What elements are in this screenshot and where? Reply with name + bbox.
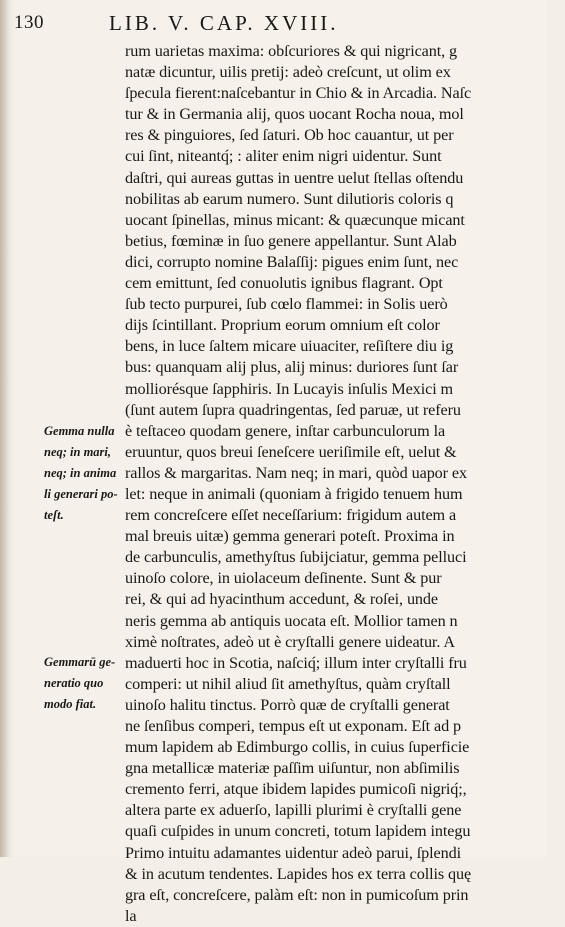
body-line: res & pinguiores, ſed ſaturi. Ob hoc cauantur, ut per xyxy=(125,126,454,145)
body-line: quaſi cuſpides in unum concreti, totum lapidem integu xyxy=(125,822,471,841)
body-line: eruuntur, quos breui ſeneſcere ueriſimile eſt, uelut & xyxy=(125,442,457,461)
margin-note-gemmarum-generatio xyxy=(44,652,126,715)
body-line: comperi: ut nihil aliud ſit amethyſtus, quàm cryſtall xyxy=(125,674,451,693)
body-line: rum uarietas maxima: obſcuriores & qui nigricant, g xyxy=(125,42,458,60)
body-line: de carbunculis, amethyſtus ſubijciatur, gemma pelluci xyxy=(125,548,467,567)
body-line: uinoſo colore, in uiolaceum deſinente. Sunt & pur xyxy=(125,569,442,588)
body-line: dijs ſcintillant. Proprium eorum omnium eſt color xyxy=(125,316,440,335)
body-line: bens, in luce ſaltem micare uiuaciter, reſiſtere diu ig xyxy=(125,337,454,356)
body-line: Primo intuitu adamantes uidentur adeò parui, ſplendi xyxy=(125,843,462,862)
gutter-shadow xyxy=(0,0,10,857)
margin-note-line: neq; in mari, xyxy=(44,445,112,460)
body-line: maduerti hoc in Scotia, naſciq́; illum inter cryſtalli fru xyxy=(125,653,467,672)
body-line: tur & in Germania alij, quos uocant Rocha noua, mol xyxy=(125,105,464,124)
body-line: rei, & qui ad hyacinthum accedunt, & roſei, unde xyxy=(125,590,439,609)
body-line: ximè noſtrates, adeò ut è cryſtalli genere uideatur. A xyxy=(125,632,455,651)
body-line: gra eſt, concreſcere, palàm eſt: non in pumicoſum prin xyxy=(125,885,469,904)
margin-note-line: neq; in anima xyxy=(44,466,117,481)
body-line: gna metallicæ materiæ paſſim uiſuntur, non abſimilis xyxy=(125,759,460,778)
body-line: uocant ſpinellas, minus micant: & quæcunque micant xyxy=(125,210,465,229)
margin-note-line: modo fiat. xyxy=(44,697,97,712)
running-head: LIB. V. CAP. XVIII. xyxy=(109,11,339,35)
body-line: rem concreſcere eſſet neceſſarium: frigidum autem a xyxy=(125,506,457,525)
body-line: nobilitas ab earum numero. Sunt dilutioris coloris q xyxy=(125,189,454,208)
body-line: la xyxy=(125,906,137,925)
margin-note-line: Gemma nulla xyxy=(44,424,115,438)
body-line: bus: quanquam alij plus, alij minus: duriores ſunt ſar xyxy=(125,358,459,377)
page-number: 130 xyxy=(14,12,44,33)
body-line: ſub tecto purpurei, ſub cœlo flammei: in Solis uerò xyxy=(125,295,448,314)
margin-note-line: neratio quo xyxy=(44,676,104,691)
margin-note-gemma-nulla xyxy=(44,421,126,526)
body-line: mal breuis uitæ) gemma generari poteſt. Proxima in xyxy=(125,527,455,546)
body-line: dici, corrupto nomine Balaſſij: pigues enim ſunt, nec xyxy=(125,252,459,271)
body-line: & in acutum tendentes. Lapides hos ex terra collis quę xyxy=(125,864,472,883)
margin-note-line: Gemmarū ge- xyxy=(44,655,116,669)
body-line: let: neque in animali (quoniam à frigido tenuem hum xyxy=(125,484,463,503)
body-line: rallos & margaritas. Nam neq; in mari, quòd uapor ex xyxy=(125,463,467,482)
body-line: daſtri, qui aureas guttas in uentre uelut ſtellas oſtendu xyxy=(125,168,464,187)
body-line: ne ſenſibus comperi, tempus eſt ut exponam. Eſt ad p xyxy=(125,717,462,735)
body-line: betius, fœminæ in ſuo genere appellantur. Sunt Alab xyxy=(125,231,457,250)
body-line: natæ dicuntur, uilis pretij: adeò creſcunt, ut olim ex xyxy=(125,63,451,82)
body-line: cremento ferri, atque ibidem lapides pumicoſi nigriq́;, xyxy=(125,780,467,799)
body-line: molliorésque ſapphiris. In Lucayis inſulis Mexici m xyxy=(125,379,454,398)
page-header xyxy=(14,10,554,36)
body-line: uinoſo halitu tinctus. Porrò quæ de cryſtalli generat xyxy=(125,695,450,714)
body-line: altera parte ex aduerſo, lapilli plurimi è cryſtalli gene xyxy=(125,801,462,820)
margin-note-line: li generari po- xyxy=(44,487,118,502)
body-line: mum lapidem ab Edimburgo collis, in cuius ſuperficie xyxy=(125,738,470,757)
body-text xyxy=(125,41,565,927)
body-line: ſpecula fierent:naſcebantur in Chio & in Arcadia. Naſc xyxy=(125,84,472,103)
body-line: (ſunt autem ſupra quadringentas, ſed paruæ, ut referu xyxy=(125,400,461,419)
margin-note-line: teſt. xyxy=(44,508,64,523)
body-line: cui ſint, niteantq́; : aliter enim nigri uidentur. Sunt xyxy=(125,147,442,166)
body-line: cem emittunt, ſed conuolutis ignibus flagrant. Opt xyxy=(125,274,443,293)
body-line: neris gemma ab antiquis uocata eſt. Mollior tamen n xyxy=(125,611,458,630)
body-line: è teſtaceo quodam genere, inſtar carbunculorum la xyxy=(125,421,446,440)
